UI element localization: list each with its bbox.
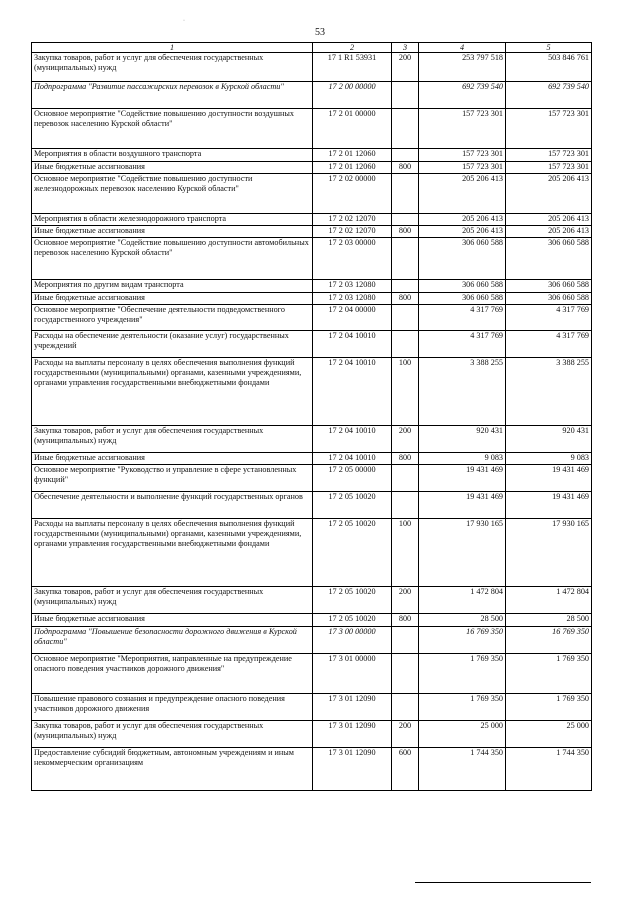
row-code: 17 2 05 10020	[313, 614, 392, 627]
table-row	[32, 82, 592, 109]
table-row	[32, 214, 592, 226]
row-name: Расходы на обеспечение деятельности (оказание услуг) государственных учреждений	[32, 331, 313, 358]
table-row	[32, 280, 592, 293]
row-value-5: 1 769 350	[506, 694, 592, 721]
row-value-5: 920 431	[506, 426, 592, 453]
row-value-5: 25 000	[506, 721, 592, 748]
row-value-5: 4 317 769	[506, 331, 592, 358]
column-header-5: 5	[506, 43, 592, 53]
column-header-2: 2	[313, 43, 392, 53]
column-header-1: 1	[32, 43, 313, 53]
row-vr	[392, 82, 419, 109]
row-value-5: 3 388 255	[506, 358, 592, 426]
table-row	[32, 587, 592, 614]
row-value-5: 306 060 588	[506, 280, 592, 293]
row-value-4: 19 431 469	[419, 465, 506, 492]
row-vr: 800	[392, 162, 419, 174]
page-number: 53	[315, 27, 325, 38]
row-vr: 100	[392, 519, 419, 587]
row-vr: 200	[392, 53, 419, 82]
row-value-4: 205 206 413	[419, 214, 506, 226]
row-value-4: 4 317 769	[419, 331, 506, 358]
row-vr: 200	[392, 587, 419, 614]
row-value-5: 4 317 769	[506, 305, 592, 331]
row-name: Основное мероприятие "Руководство и управление в сфере установленных функций"	[32, 465, 313, 492]
table-row	[32, 109, 592, 149]
scan-mark: ·	[183, 18, 185, 24]
row-code: 17 3 01 12090	[313, 748, 392, 791]
table-row	[32, 331, 592, 358]
row-vr: 800	[392, 614, 419, 627]
row-code: 17 2 02 12070	[313, 214, 392, 226]
row-value-4: 16 769 350	[419, 627, 506, 654]
row-value-5: 157 723 301	[506, 109, 592, 149]
row-code: 17 2 05 10020	[313, 587, 392, 614]
row-value-5: 692 739 540	[506, 82, 592, 109]
row-name: Закупка товаров, работ и услуг для обеспечения государственных (муниципальных) нужд	[32, 53, 313, 82]
row-code: 17 3 01 12090	[313, 721, 392, 748]
row-vr	[392, 174, 419, 214]
table-row	[32, 162, 592, 174]
row-value-4: 25 000	[419, 721, 506, 748]
table-row	[32, 492, 592, 519]
row-code: 17 2 04 10010	[313, 331, 392, 358]
table-row	[32, 453, 592, 465]
row-name: Основное мероприятие "Обеспечение деятельности подведомственного государственного учреждения"	[32, 305, 313, 331]
row-code: 17 2 02 00000	[313, 174, 392, 214]
row-value-4: 306 060 588	[419, 280, 506, 293]
row-name: Мероприятия в области воздушного транспорта	[32, 149, 313, 162]
row-value-4: 306 060 588	[419, 238, 506, 280]
column-header-4: 4	[419, 43, 506, 53]
row-code: 17 3 00 00000	[313, 627, 392, 654]
row-vr	[392, 492, 419, 519]
row-value-5: 157 723 301	[506, 149, 592, 162]
row-name: Иные бюджетные ассигнования	[32, 162, 313, 174]
row-value-5: 19 431 469	[506, 465, 592, 492]
table-row	[32, 293, 592, 305]
row-code: 17 1 R1 53931	[313, 53, 392, 82]
row-vr	[392, 654, 419, 694]
table-row	[32, 748, 592, 791]
row-value-5: 503 846 761	[506, 53, 592, 82]
row-code: 17 2 03 12080	[313, 293, 392, 305]
row-value-4: 157 723 301	[419, 162, 506, 174]
row-code: 17 2 03 12080	[313, 280, 392, 293]
table-row	[32, 614, 592, 627]
row-vr: 800	[392, 293, 419, 305]
row-value-4: 1 769 350	[419, 654, 506, 694]
table-row	[32, 519, 592, 587]
row-vr	[392, 214, 419, 226]
row-value-4: 4 317 769	[419, 305, 506, 331]
row-name: Подпрограмма "Повышение безопасности дорожного движения в Курской области"	[32, 627, 313, 654]
table-row	[32, 226, 592, 238]
row-value-4: 205 206 413	[419, 226, 506, 238]
row-value-4: 9 083	[419, 453, 506, 465]
row-value-5: 306 060 588	[506, 293, 592, 305]
table-row	[32, 174, 592, 214]
row-name: Подпрограмма "Развитие пассажирских перевозок в Курской области"	[32, 82, 313, 109]
row-vr: 800	[392, 453, 419, 465]
row-code: 17 2 04 00000	[313, 305, 392, 331]
row-vr	[392, 238, 419, 280]
row-value-4: 920 431	[419, 426, 506, 453]
header-row	[32, 43, 592, 53]
row-value-4: 253 797 518	[419, 53, 506, 82]
row-vr: 100	[392, 358, 419, 426]
row-vr	[392, 149, 419, 162]
table-row	[32, 627, 592, 654]
row-value-4: 17 930 165	[419, 519, 506, 587]
row-name: Иные бюджетные ассигнования	[32, 226, 313, 238]
row-code: 17 2 03 00000	[313, 238, 392, 280]
table-row	[32, 305, 592, 331]
table-row	[32, 721, 592, 748]
row-value-5: 1 744 350	[506, 748, 592, 791]
row-name: Мероприятия в области железнодорожного транспорта	[32, 214, 313, 226]
table-row	[32, 426, 592, 453]
row-value-5: 19 431 469	[506, 492, 592, 519]
table-row	[32, 654, 592, 694]
row-value-4: 1 472 804	[419, 587, 506, 614]
row-name: Закупка товаров, работ и услуг для обеспечения государственных (муниципальных) нужд	[32, 721, 313, 748]
row-value-4: 306 060 588	[419, 293, 506, 305]
row-code: 17 2 00 00000	[313, 82, 392, 109]
row-code: 17 2 05 10020	[313, 519, 392, 587]
row-value-4: 205 206 413	[419, 174, 506, 214]
row-vr	[392, 280, 419, 293]
row-vr	[392, 109, 419, 149]
budget-table	[31, 42, 592, 791]
row-name: Иные бюджетные ассигнования	[32, 614, 313, 627]
row-code: 17 2 02 12070	[313, 226, 392, 238]
row-name: Иные бюджетные ассигнования	[32, 293, 313, 305]
table-row	[32, 238, 592, 280]
row-value-5: 17 930 165	[506, 519, 592, 587]
row-name: Закупка товаров, работ и услуг для обеспечения государственных (муниципальных) нужд	[32, 587, 313, 614]
table-row	[32, 149, 592, 162]
row-value-4: 692 739 540	[419, 82, 506, 109]
row-name: Основное мероприятие "Содействие повышению доступности железнодорожных перевозок населению Курской области"	[32, 174, 313, 214]
row-name: Предоставление субсидий бюджетным, автономным учреждениям и иным некоммерческим организациям	[32, 748, 313, 791]
row-code: 17 2 04 10010	[313, 358, 392, 426]
row-name: Основное мероприятие "Мероприятия, направленные на предупреждение опасного поведения участников дорожного движения"	[32, 654, 313, 694]
row-vr: 800	[392, 226, 419, 238]
row-value-4: 3 388 255	[419, 358, 506, 426]
row-value-5: 205 206 413	[506, 174, 592, 214]
row-vr: 600	[392, 748, 419, 791]
row-name: Мероприятия по другим видам транспорта	[32, 280, 313, 293]
row-value-5: 16 769 350	[506, 627, 592, 654]
column-header-3: 3	[392, 43, 419, 53]
row-name: Основное мероприятие "Содействие повышению доступности автомобильных перевозок населению Курской области"	[32, 238, 313, 280]
row-value-5: 1 472 804	[506, 587, 592, 614]
row-vr	[392, 465, 419, 492]
row-vr	[392, 627, 419, 654]
row-code: 17 2 01 00000	[313, 109, 392, 149]
row-value-4: 1 769 350	[419, 694, 506, 721]
row-value-4: 157 723 301	[419, 149, 506, 162]
row-value-5: 9 083	[506, 453, 592, 465]
row-name: Расходы на выплаты персоналу в целях обеспечения выполнения функций государственными (муниципальными) органами, казенными учреждениями, органами управления государственными внебюджетными фондами	[32, 519, 313, 587]
row-vr	[392, 694, 419, 721]
table-row	[32, 694, 592, 721]
table-row	[32, 465, 592, 492]
row-code: 17 2 05 10020	[313, 492, 392, 519]
row-vr	[392, 331, 419, 358]
table-row	[32, 53, 592, 82]
row-code: 17 3 01 00000	[313, 654, 392, 694]
row-vr: 200	[392, 721, 419, 748]
row-code: 17 2 01 12060	[313, 162, 392, 174]
row-code: 17 2 01 12060	[313, 149, 392, 162]
row-name: Расходы на выплаты персоналу в целях обеспечения выполнения функций государственными (муниципальными) органами, казенными учреждениями, органами управления государственными внебюджетными фондами	[32, 358, 313, 426]
row-code: 17 3 01 12090	[313, 694, 392, 721]
row-name: Закупка товаров, работ и услуг для обеспечения государственных (муниципальных) нужд	[32, 426, 313, 453]
table-row	[32, 358, 592, 426]
row-value-5: 1 769 350	[506, 654, 592, 694]
footer-rule	[415, 882, 591, 883]
row-value-4: 28 500	[419, 614, 506, 627]
row-value-4: 157 723 301	[419, 109, 506, 149]
row-vr	[392, 305, 419, 331]
row-code: 17 2 04 10010	[313, 426, 392, 453]
row-name: Повышение правового сознания и предупреждение опасного поведения участников дорожного движения	[32, 694, 313, 721]
row-code: 17 2 04 10010	[313, 453, 392, 465]
row-value-5: 306 060 588	[506, 238, 592, 280]
row-value-5: 157 723 301	[506, 162, 592, 174]
row-value-4: 19 431 469	[419, 492, 506, 519]
row-name: Обеспечение деятельности и выполнение функций государственных органов	[32, 492, 313, 519]
row-vr: 200	[392, 426, 419, 453]
row-name: Иные бюджетные ассигнования	[32, 453, 313, 465]
row-value-5: 28 500	[506, 614, 592, 627]
row-value-5: 205 206 413	[506, 214, 592, 226]
row-value-5: 205 206 413	[506, 226, 592, 238]
row-code: 17 2 05 00000	[313, 465, 392, 492]
row-name: Основное мероприятие "Содействие повышению доступности воздушных перевозок населению Курской области"	[32, 109, 313, 149]
row-value-4: 1 744 350	[419, 748, 506, 791]
